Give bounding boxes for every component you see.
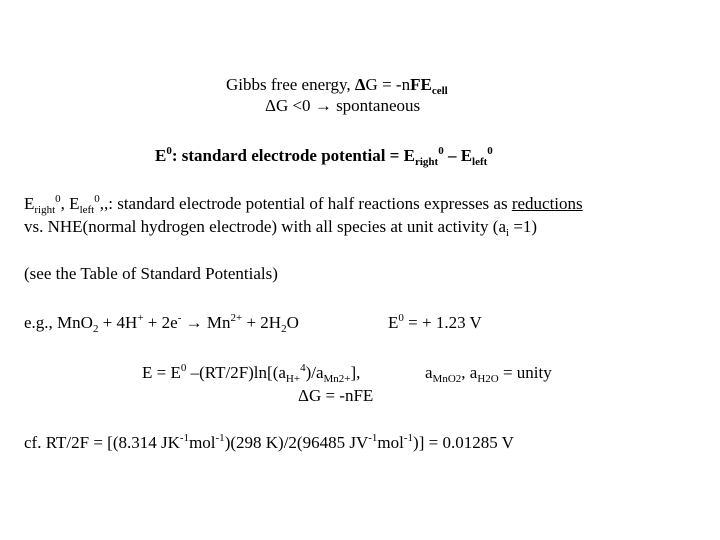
half-reaction-description: $E_{right}^0$, $E_{left}^0$,,: standard electrode potential of half reactions expresses as reductions <box>24 193 583 216</box>
example-reaction-line: e.g., $MnO_2 + 4H^+ + 2e^- \to Mn^{2+} + 2H_2O$ <box>24 312 299 335</box>
reductions-underlined: reductions <box>511 194 583 213</box>
delta-symbol: Δ <box>265 96 276 115</box>
gibbs-free-energy-line: Gibbs free energy, ΔG = -nFE$_{cell}$ <box>226 75 448 97</box>
delta-symbol: Δ <box>354 75 366 94</box>
see-table-line: (see the Table of Standard Potentials) <box>24 264 278 283</box>
delta-symbol: Δ <box>298 386 309 405</box>
example-potential-value: $E^0$ = + 1.23 V <box>388 312 482 332</box>
standard-potential-definition: $E^0$: standard electrode potential = $E_{right}^0 - E_{left}^0$ <box>155 145 493 168</box>
arrow-icon: → <box>314 96 332 115</box>
rt-2f-calculation-line: cf. RT/2F = [(8.314 $JK^{-1}mol^{-1})(298$ K)/2(96485 $JV^{-1}mol^{-1})] = 0.01285$ V <box>24 432 514 452</box>
delta-g-nfe-line: ΔG = -nFE <box>298 386 374 405</box>
spontaneous-line: ΔG <0 → spontaneous <box>265 96 421 115</box>
unity-activity-line: $a_{MnO2}$, $a_{H2O}$ = unity <box>425 363 552 385</box>
nhe-reference-line: vs. NHE(normal hydrogen electrode) with all species at unit activity $(a_i =1)$ <box>24 217 538 239</box>
arrow-icon: → <box>181 313 207 332</box>
nernst-equation-line: $E = E^0$ $-(RT/2F)\ln[(a_{H+}^4)/a_{Mn2+}]$, <box>142 362 361 385</box>
